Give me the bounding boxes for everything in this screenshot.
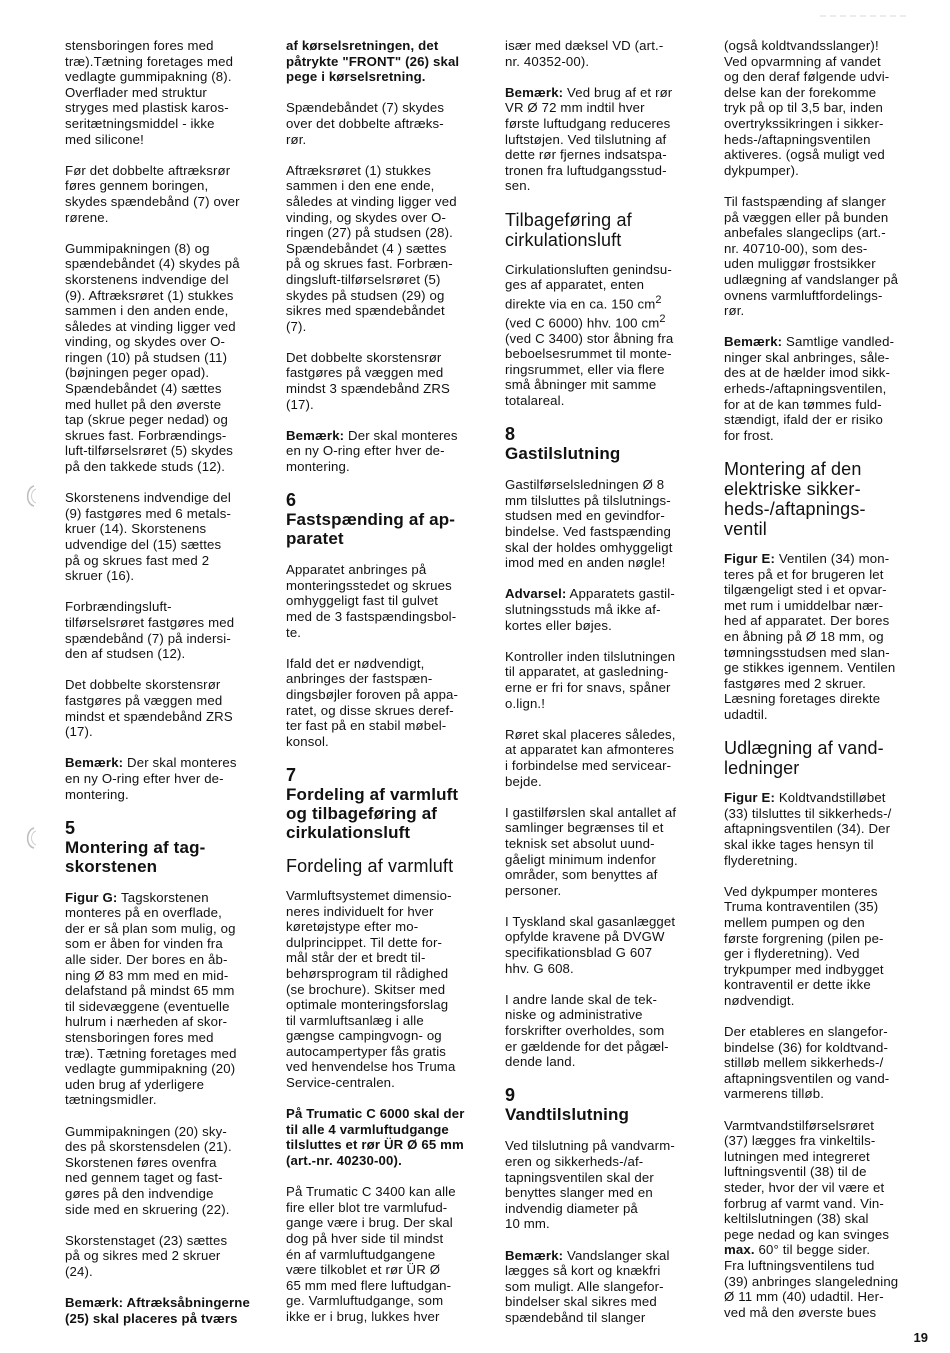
labeled-paragraph xyxy=(505,85,705,194)
paragraph-label: Figur G: xyxy=(65,889,118,905)
bold-paragraph: af kørselsretningen, det påtrykte "FRONT" (26) skal pege i kørselsretning. xyxy=(286,38,460,85)
labeled-paragraph xyxy=(505,1248,705,1326)
labeled-paragraph xyxy=(505,586,705,633)
paragraph-label: Bemærk: xyxy=(724,334,783,350)
section-heading: Gastilslutning xyxy=(505,444,621,464)
bold-paragraph: På Trumatic C 6000 skal der til alle 4 varmluftudgange tilsluttes et rør ÜR Ø 65 mm (art.-nr. 40230-00). xyxy=(286,1106,465,1169)
section-heading: Vandtilslutning xyxy=(505,1105,630,1125)
paragraph-text: (ved C 3400) stor åbning fra beboelsesrummet til monte- ringsrummet, eller via flere små åbninger mit samme totalareal. xyxy=(505,330,674,409)
labeled-paragraph xyxy=(724,790,924,868)
subsection-heading: Montering af den elektriske sikker- heds-/aftapnings- ventil xyxy=(724,459,866,540)
paragraph: Der etableres en slangefor- bindelse (36) for koldtvand- stilløb mellem sikkerheds-/ aftapningsventilen og vand- varmerens tilløb. xyxy=(724,1024,890,1102)
subsection-heading: Udlægning af vand- ledninger xyxy=(724,738,884,779)
paragraph-label: Figur E: xyxy=(724,790,776,806)
section-heading: Montering af tag- skorstenen xyxy=(65,837,206,876)
scan-edge-mark xyxy=(820,6,910,12)
paragraph: Det dobbelte skorstensrør fastgøres på væggen med mindst 3 spændebånd ZRS (17). xyxy=(286,349,450,412)
paragraph-text: Koldtvandstilløbet (33) tilsluttes til sikkerheds-/ aftapningsventilen (34). Der skal ikke tages hensyn til flyderetning. xyxy=(724,790,892,868)
text-column-2 xyxy=(286,38,486,1340)
section-number: 9 xyxy=(505,1085,516,1106)
paragraph-text: Der skal monteres en ny O-ring efter hver de- montering. xyxy=(286,427,458,475)
paragraph-text: Der skal monteres en ny O-ring efter hver de- montering. xyxy=(65,755,237,802)
paragraph: Gummipakningen (20) sky- des på skorstensdelen (21). Skorstenen føres ovenfra ned gennem taget og fast- gøres på den indvendige side med en skruering (22). xyxy=(65,1123,232,1217)
paragraph: Ved dykpumper monteres Truma kontraventilen (35) mellem pumpen og den første forgrening (pilen pe- ger i flyderetning). Ved trykpumper med indbygget kontraventil er dette ikke nødvendigt. xyxy=(724,883,884,1008)
paragraph: På Trumatic C 3400 kan alle fire eller blot tre varmlufud- gange være i brug. Der skal dog på hver side til mindst én af varmluftudgangene være tilkoblet et rør ÜR Ø 65 mm med flere luftudgan- ge. Varmluftudgange, som ikke er i brug, lukkes hver xyxy=(286,1184,456,1324)
labeled-paragraph xyxy=(724,334,924,443)
text-column-1 xyxy=(65,38,265,1342)
section-heading: Fordeling af varmluft og tilbageføring af cirkulationsluft xyxy=(286,784,459,842)
paragraph: Apparatet anbringes på monteringsstedet og skrues omhyggeligt fast til gulvet med de 3 fastspændingsbol- te. xyxy=(286,562,457,640)
superscript: 2 xyxy=(655,293,662,306)
bold-paragraph: Bemærk: Aftræksåbningerne (25) skal placeres på tværs xyxy=(65,1295,251,1326)
paragraph-text: Apparatets gastil- slutningsstuds må ikke af- kortes eller bøjes. xyxy=(505,586,675,633)
paragraph: I gastilførslen skal antallet af samlinger begrænses til et teknisk set absolut uund- gåeligt minimum indenfor områder, som benyttes af personer. xyxy=(505,804,677,898)
paragraph: Røret skal placeres således, at apparatet kan afmonteres i forbindelse med servicear- bejde. xyxy=(505,726,676,789)
paragraph-label: Bemærk: xyxy=(505,1247,564,1263)
paragraph: (også koldtvandsslanger)! Ved opvarmning af vandet og den deraf følgende udvi- delse kan der forekomme tryk på op til 3,5 bar, inden overtrykssikringen i sikker- heds-/aftapningsventilen aktiveres. (også muligt ved dykpumper). xyxy=(724,38,890,178)
superscript: 2 xyxy=(659,312,666,325)
paragraph: Aftræksrøret (1) stukkes sammen i den ene ende, således at vinding ligger ved vinding, og skydes over O- ringen (27) på studsen (28). Spændebåndet (4 ) sættes på og skrues fast. Forbræn- dingsluft-tilførselsrøret (5) skydes på studsen (29) og sikres med spændebåndet (7). xyxy=(286,162,457,334)
paragraph-text: (ved C 6000) hhv. 100 cm xyxy=(505,315,660,331)
labeled-paragraph xyxy=(724,551,924,723)
paragraph-text: Varmtvandstilførselsrøret (37) lægges fra vinkeltils- lutningen med integreret luftningsventil (38) til de steder, hvor der vil være et forbrug af varmt vand. Vin- keltilslutningen (38) skal pege nedad og kan svinges xyxy=(724,1117,890,1242)
subsection-heading: Fordeling af varmluft xyxy=(286,855,454,876)
text-column-4 xyxy=(724,38,924,1336)
paragraph: Gastilførselsledningen Ø 8 mm tilsluttes på tilslutnings- studsen med en gevindfor- bindelse. Ved fastspænding skal der holdes omhyggeligt imod med en anden nøgle! xyxy=(505,477,673,571)
labeled-paragraph xyxy=(65,890,265,1108)
punch-hole-icon xyxy=(22,826,40,850)
paragraph-label: Advarsel: xyxy=(505,586,567,602)
paragraph: Til fastspænding af slanger på væggen eller på bunden anbefales slangeclips (art.- nr. 40710-00), som des- uden muliggør frostsikker udlægning af vandslanger på ovnens varmluftfordelings- rør. xyxy=(724,193,899,319)
paragraph-text: 60° til begge sider. Fra luftningsventilens tud (39) anbringes slangeledning Ø 11 mm (40) udadtil. Her- ved må den øverste bues xyxy=(724,1242,899,1320)
paragraph-label: Bemærk: xyxy=(65,755,124,771)
paragraph: I andre lande skal de tek- niske og administrative forskrifter overholdes, som er gældende for det pågæl- dende land. xyxy=(505,991,669,1070)
paragraph: Før det dobbelte aftræksrør føres gennem boringen, skydes spændebånd (7) over rørene. xyxy=(65,162,240,225)
hot-water-paragraph xyxy=(724,1118,924,1321)
section-number: 7 xyxy=(286,764,297,785)
circulation-paragraph xyxy=(505,262,705,409)
punch-hole-icon xyxy=(22,484,40,508)
paragraph-label: Figur E: xyxy=(724,551,776,567)
paragraph: Skorstenens indvendige del (9) fastgøres med 6 metals- kruer (14). Skorstenens udvendige del (15) sættes på og skrues fast med 2 skruer (16). xyxy=(65,490,232,584)
paragraph: især med dæksel VD (art.- nr. 40352-00). xyxy=(505,38,664,69)
paragraph: Det dobbelte skorstensrør fastgøres på væggen med mindst et spændebånd ZRS (17). xyxy=(65,677,233,740)
paragraph: Varmluftsystemet dimensio- neres individuelt for hver køretøjstype efter mo- dulprincippet. Til dette for- mål står der et bredt til- behørsprogram til rådighed (se brochure). Skitser med optimale monteringsforslag til varmluftsanlæg i alle gængse campingvogn- og autocampertyper fås gratis ved henvendelse hos Truma Service-centralen. xyxy=(286,887,456,1091)
labeled-paragraph xyxy=(65,755,265,802)
paragraph: Kontroller inden tilslutningen til apparatet, at gasledning- erne er fri for snavs, spåner o.lign.! xyxy=(505,648,676,711)
text-column-3 xyxy=(505,38,705,1341)
paragraph: stensboringen fores med træ).Tætning foretages med vedlagte gummipakning (8). Overflader med struktur stryges med plastisk karos- seritætningsmiddel - ikke med silicone! xyxy=(65,38,234,147)
paragraph-label: max. xyxy=(724,1242,755,1258)
paragraph-text: Samtlige vandled- ninger skal anbringes, såle- des at de hælder imod sikk- erheds-/aftapningsventilen, for at de kan tømmes fuld- stændigt, ifald der er risiko for frost. xyxy=(724,334,895,443)
paragraph-text: Vandslanger skal lægges så kort og knækfri som muligt. Alle slangefor- bindelser skal sikres med spændebånd til slanger xyxy=(505,1247,670,1325)
section-number: 6 xyxy=(286,490,297,511)
paragraph: Spændebåndet (7) skydes over det dobbelte aftræks- rør. xyxy=(286,100,445,147)
section-number: 8 xyxy=(505,424,516,445)
paragraph-text: Cirkulationsluften genindsu- ges af apparatet, enten direkte via en ca. 150 cm xyxy=(505,261,672,312)
section-number: 5 xyxy=(65,817,76,838)
paragraph: Forbrændingsluft- tilførselsrøret fastgøres med spændebånd (7) på indersi- den af studsen (12). xyxy=(65,599,235,662)
paragraph-text: Ventilen (34) mon- teres på et for brugeren let tilgængeligt sted i et opvar- met rum i umiddelbar nær- hed af apparatet. Der bores en åbning på Ø 18 mm, og tømningsstudsen med slan- ge stikkes igennem. Ventilen fastgøres med 2 skruer. Læsning foretages direkte udadtil. xyxy=(724,551,896,722)
page-number: 19 xyxy=(913,1330,928,1345)
paragraph-text: Tagskorstenen monteres på en overflade, der er så plan som mulig, og som er åben for vinden fra alle sider. Der bores en åb- ning Ø 83 mm med en mid- delafstand på mindst 65 mm til sidevæggene (eventuelle hulrum i nærheden af skor- stensboringen fores med træ). Tætning foretages med vedlagte gummipakning (20) uden brug af yderligere tætningsmidler. xyxy=(65,889,237,1108)
paragraph: Gummipakningen (8) og spændebåndet (4) skydes på skorstenens indvendige del (9). Aftræksrøret (1) stukkes sammen i den anden ende, således at vinding ligger ved vinding, og skydes over O- ringen (10) på studsen (11) (bøjningen peger opad). Spændebåndet (4) sættes med hullet på den øverste tap (skrue peger nedad) og skrues fast. Forbrændings- luft-tilførselsrøret (5) skydes på den takkede studs (12). xyxy=(65,240,240,475)
labeled-paragraph xyxy=(286,428,486,475)
paragraph-label: Bemærk: xyxy=(505,84,564,100)
subsection-heading: Tilbageføring af cirkulationsluft xyxy=(505,209,632,250)
paragraph: Ifald det er nødvendigt, anbringes der fastspæn- dingsbøjler foroven på appa- ratet, og disse skrues deref- ter fast på en stabil møbel- konsol. xyxy=(286,655,459,749)
paragraph-text: Ved brug af et rør VR Ø 72 mm indtil hver første luftudgang reduceres luftstøjen. Ved tilslutning af dette rør fjernes indsatspa- tronen fra luftudgangsstud- sen. xyxy=(505,84,673,194)
paragraph: I Tyskland skal gasanlægget opfylde kravene på DVGW specifikationsblad G 607 hhv. G 608. xyxy=(505,913,676,976)
section-heading: Fastspænding af ap- paratet xyxy=(286,510,456,549)
paragraph: Skorstenstaget (23) sættes på og sikres med 2 skruer (24). xyxy=(65,1232,228,1279)
paragraph-label: Bemærk: xyxy=(286,427,345,443)
paragraph: Ved tilslutning på vandvarm- eren og sikkerheds-/af- tapningsventilen skal der benyttes slanger med en indvendig diameter på 10 mm. xyxy=(505,1138,675,1232)
